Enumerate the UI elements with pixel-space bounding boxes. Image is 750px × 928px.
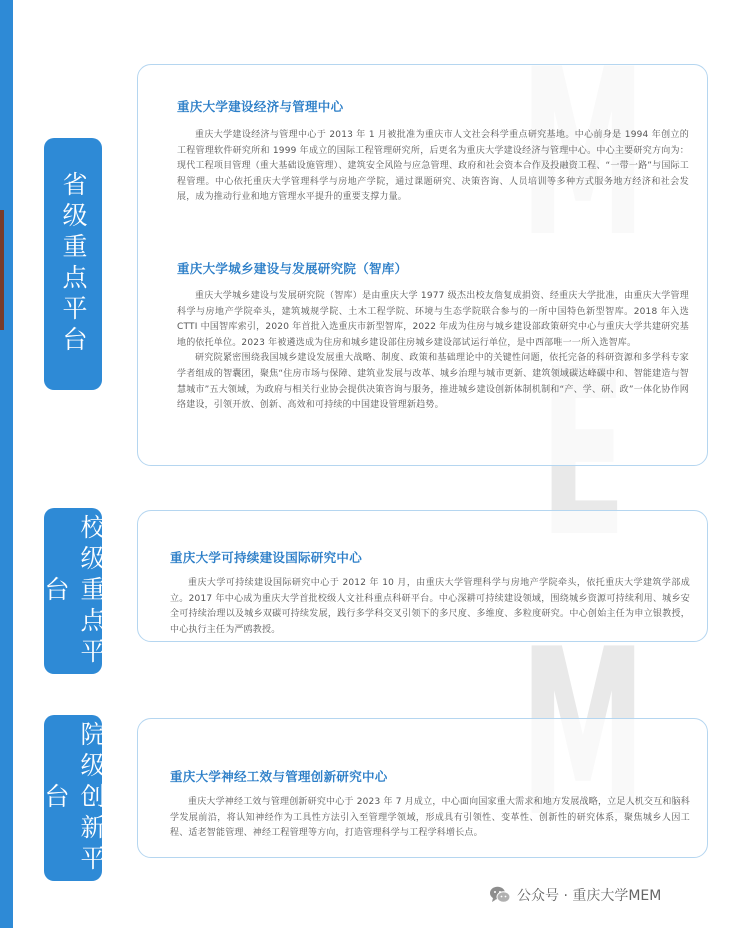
section-neuro-ergonomics-center <box>170 767 690 842</box>
section-title: 重庆大学城乡建设与发展研究院（智库） <box>177 261 408 276</box>
section-urban-rural-institute <box>177 259 689 414</box>
section-paragraph: 重庆大学可持续建设国际研究中心于 2012 年 10 月，由重庆大学管理科学与房地产学院牵头，依托重庆大学建筑学部成立。2017 年中心成为重庆大学首批校级人文社科重点科研平台。中心深耕可持续建设领域，围绕城乡资源可持续利用、城乡安全可持续治理以及城乡双碳可持续发展，践行多学科交叉引领下的多尺度、多维度、多粒度研究。中心创始主任为申立银教授，中心执行主任为严鸥教授。 <box>170 578 690 635</box>
section-title: 重庆大学神经工效与管理创新研究中心 <box>170 769 388 784</box>
tag-provincial-platform: 省级重点平台 <box>44 138 102 390</box>
section-title: 重庆大学可持续建设国际研究中心 <box>170 550 363 565</box>
left-dark-strip <box>0 210 4 330</box>
section-sustainable-construction-center <box>170 548 690 638</box>
left-blue-strip <box>0 0 13 928</box>
wechat-icon <box>489 885 511 905</box>
section-paragraph: 重庆大学城乡建设与发展研究院（智库）是由重庆大学 1977 级杰出校友詹复成捐资、经重庆大学批准，由重庆大学管理科学与房地产学院牵头，建筑城规学院、土木工程学院、环境与生态学院联合参与的一所中国特色新型智库。2018 年入选 CTTI 中国智库索引，2020 年首批入选重庆市新型智库，2022 年成为住房与城乡建设部政策研究中心与重庆大学共建研究基地的依托单位。2023 年被遴选成为住房和城乡建设部住房城乡建设部试运行单位，是中西部唯一一所入选智库。 <box>177 291 689 348</box>
section-title: 重庆大学建设经济与管理中心 <box>177 99 344 114</box>
section-construction-economics-center <box>177 97 689 206</box>
tag-university-platform: 校级重点平台 <box>44 508 102 674</box>
section-paragraph: 研究院紧密围绕我国城乡建设发展重大战略、制度、政策和基础理论中的关键性问题，依托完备的科研资源和多学科专家学者组成的智囊团，聚焦“住房市场与保障、建筑业发展与改革、城乡治理与城市更新、建筑领域碳达峰碳中和、智能建造与智慧城市”五大领域，为政府与相关行业协会提供决策咨询与服务，推进城乡建设创新体制机制和“产、学、研、政”一体化协作网络建设，引领开放、创新、高效和可持续的中国建设管理新趋势。 <box>177 353 689 411</box>
section-paragraph: 重庆大学建设经济与管理中心于 2013 年 1 月被批准为重庆市人文社会科学重点研究基地。中心前身是 1994 年创立的工程管理软件研究所和 1999 年成立的国际工程管理研究所，后更名为重庆大学建设经济与管理中心。中心主要研究方向为：现代工程项目管理（重大基础设施管理）、建筑安全风险与应急管理、政府和社会资本合作及投融资工程、“一带一路”与国际工程管理。中心依托重庆大学管理科学与房地产学院，通过课题研究、决策咨询、人员培训等多种方式服务地方经济和社会发展，成为推动行业和地方管理水平提升的重要支撑力量。 <box>177 130 689 203</box>
tag-college-platform: 院级创新平台 <box>44 715 102 881</box>
footer-account-name: 公众号 · 重庆大学MEM <box>517 888 662 904</box>
footer-wechat-account <box>489 885 661 905</box>
section-paragraph: 重庆大学神经工效与管理创新研究中心于 2023 年 7 月成立，中心面向国家重大需求和地方发展战略，立足人机交互和脑科学发展前沿，将认知神经作为工具性方法引入至管理学领域，形成具有引领性、变革性、创新性的研究体系，聚焦城乡人因工程、适老智能管理、神经工程管理等方向，打造管理科学与工程学科增长点。 <box>170 797 690 839</box>
